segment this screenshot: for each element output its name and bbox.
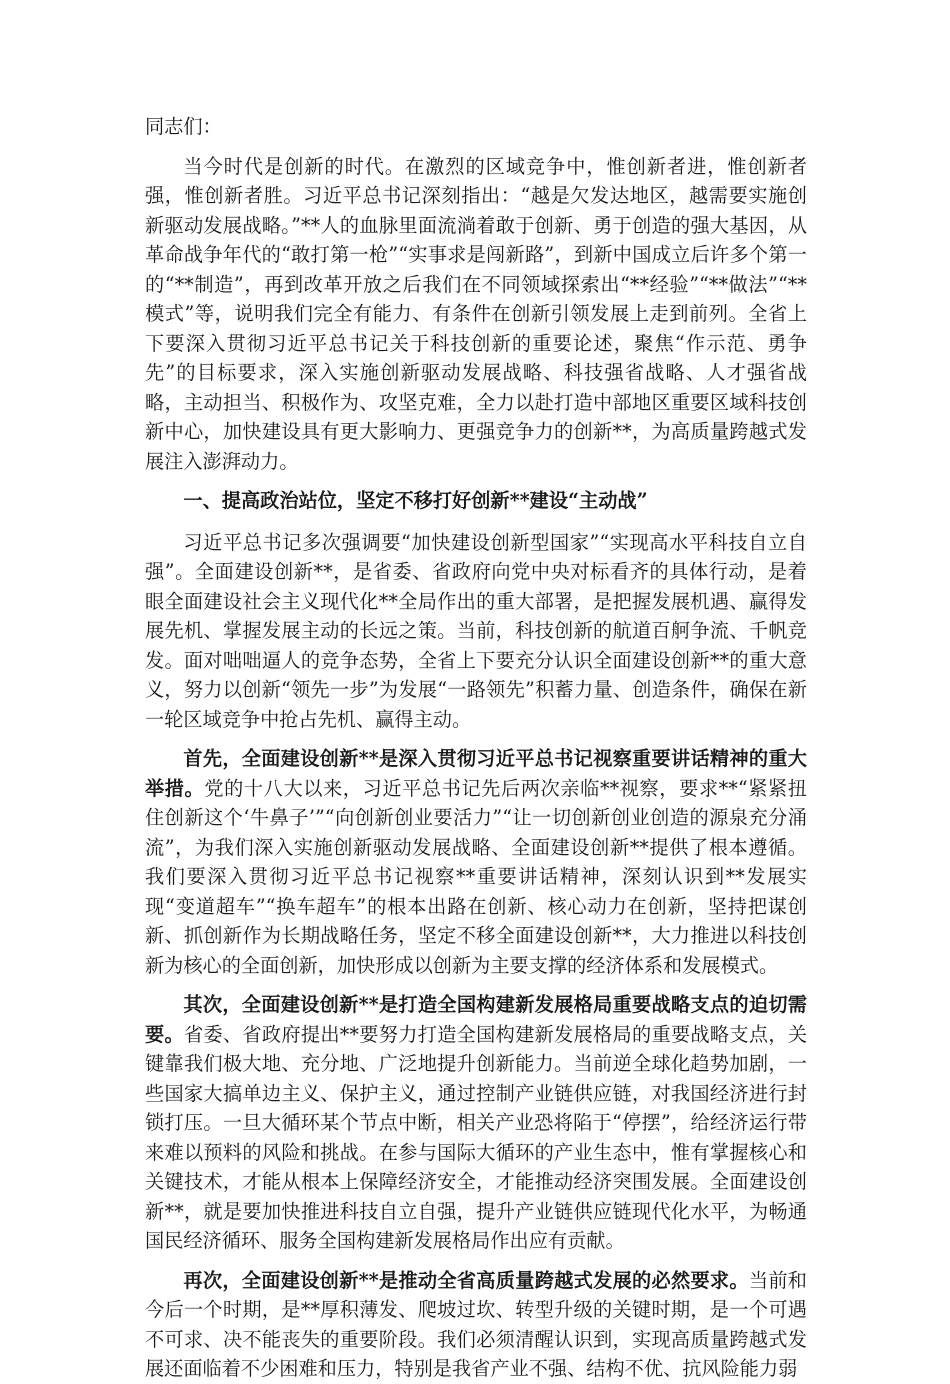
salutation: 同志们： [145, 115, 222, 138]
section-heading: 一、提高政治站位，坚定不移打好创新**建设“主动战” [183, 489, 648, 512]
third-point-paragraph [145, 1266, 807, 1384]
third-point-lead: 再次，全面建设创新**是推动全省高质量跨越式发展的必然要求。 [183, 1268, 749, 1292]
first-point-body: 党的十八大以来，习近平总书记先后两次亲临**视察，要求**“紧紧扭住创新这个‘牛鼻子’”“向创新创业要活力”“让一切创新创业创造的源泉充分涌流”，为我们深入实施创新驱动发展战略、全面建设创新**提供了根本遵循。我们要深入贯彻习近平总书记视察**重要讲话精神，深刻认识到**发展实现“变道超车”“换车超车”的根本出路在创新、核心动力在创新，坚持把谋创新、抓创新作为长期战略任务，坚定不移全面建设创新**，大力推进以科技创新为核心的全面创新，加快形成以创新为主要支撑的经济体系和发展模式。 [145, 776, 807, 977]
document-page [145, 112, 807, 1384]
section-paragraph: 习近平总书记多次强调要“加快建设创新型国家”“实现高水平科技自立自强”。全面建设创新**，是省委、省政府向党中央对标看齐的具体行动，是着眼全面建设社会主义现代化**全局作出的重大部署，是把握发展机遇、赢得发展先机、掌握发展主动的长远之策。当前，科技创新的航道百舸争流、千帆竞发。面对咄咄逼人的竞争态势，全省上下要充分认识全面建设创新**的重大意义，努力以创新“领先一步”为发展“一路领先”积蓄力量、创造条件，确保在新一轮区域竞争中抢占先机、赢得主动。 [145, 530, 807, 731]
third-point-body: 当前和今后一个时期，是**厚积薄发、爬坡过坎、转型升级的关键时期，是一个可遇不可求、决不能丧失的重要阶段。我们必须清醒认识到，实现高质量跨越式发展还面临着不少困难和压力，特别是我省产业不强、结构不优、抗风险能力弱 [145, 1268, 807, 1380]
second-point-lead: 其次，全面建设创新**是打造全国构建新发展格局重要战略支点的迫切需要。 [145, 993, 807, 1046]
first-point-lead: 首先，全面建设创新**是深入贯彻习近平总书记视察重要讲话精神的重大举措。 [145, 747, 807, 800]
first-point-paragraph [145, 744, 807, 980]
second-point-body: 省委、省政府提出**要努力打造全国构建新发展格局的重要战略支点，关键靠我们极大地、充分地、广泛地提升创新能力。当前逆全球化趋势加剧，一些国家大搞单边主义、保护主义，通过控制产业链供应链，对我国经济进行封锁打压。一旦大循环某个节点中断，相关产业恐将陷于“停摆”，给经济运行带来难以预料的风险和挑战。在参与国际大循环的产业生态中，惟有掌握核心和关键技术，才能从根本上保障经济安全，才能推动经济突围发展。全面建设创新**，就是要加快推进科技自立自强，提升产业链供应链现代化水平，为畅通国民经济循环、服务全国构建新发展格局作出应有贡献。 [145, 1022, 808, 1252]
intro-paragraph: 当今时代是创新的时代。在激烈的区域竞争中，惟创新者进，惟创新者强，惟创新者胜。习近平总书记深刻指出：“越是欠发达地区，越需要实施创新驱动发展战略。”**人的血脉里面流淌着敢于创新、勇于创造的强大基因，从革命战争年代的“敢打第一枪”“实事求是闯新路”，到新中国成立后许多个第一的“**制造”，再到改革开放之后我们在不同领域探索出“**经验”“**做法”“**模式”等，说明我们完全有能力、有条件在创新引领发展上走到前列。全省上下要深入贯彻习近平总书记关于科技创新的重要论述，聚焦“作示范、勇争先”的目标要求，深入实施创新驱动发展战略、科技强省战略、人才强省战略，主动担当、积极作为、攻坚克难，全力以赴打造中部地区重要区域科技创新中心，加快建设具有更大影响力、更强竞争力的创新**，为高质量跨越式发展注入澎湃动力。 [145, 154, 807, 473]
second-point-paragraph [145, 990, 807, 1256]
